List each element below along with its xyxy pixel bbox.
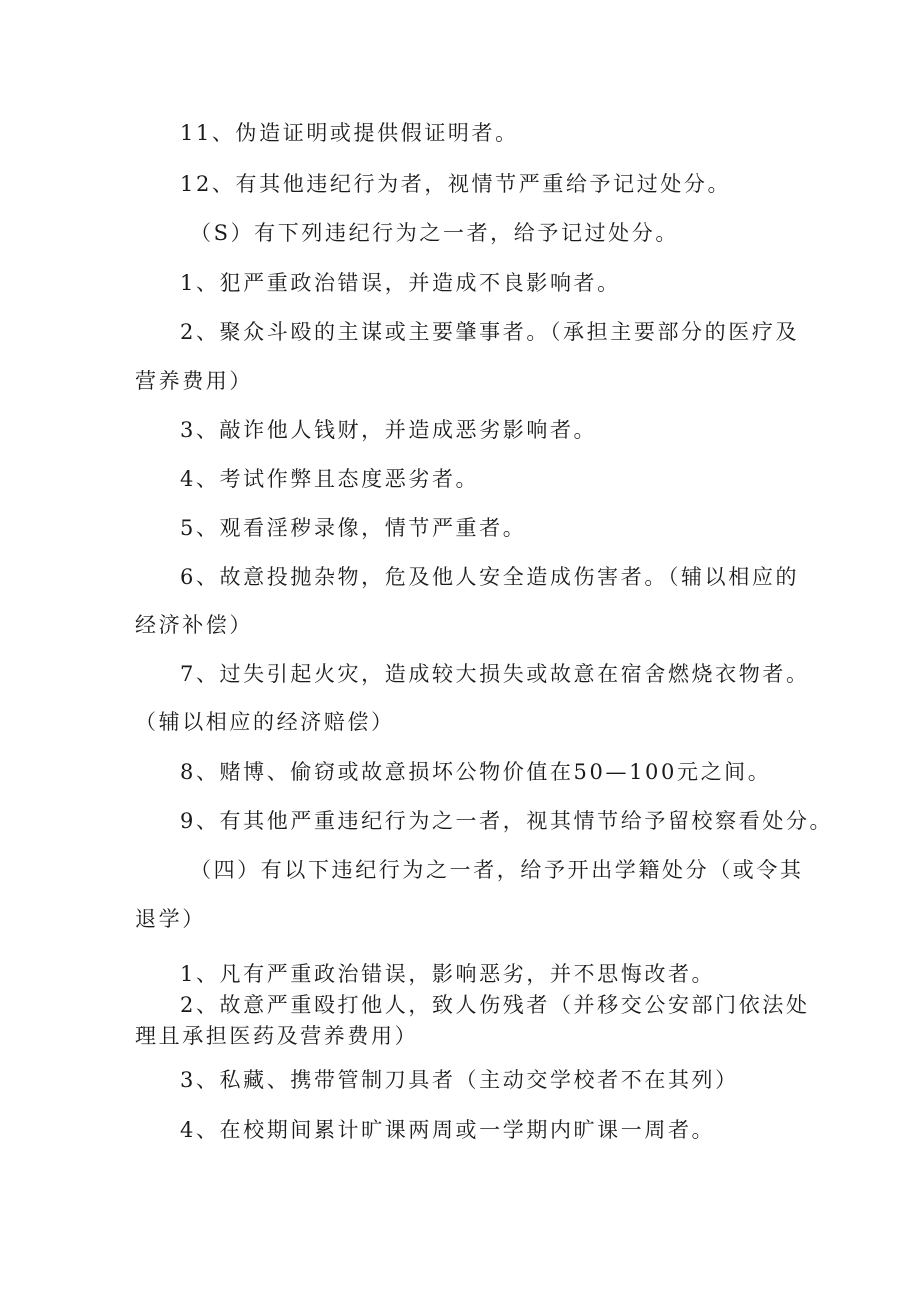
text-line: 3、私藏、携带管制刀具者（主动交学校者不在其列） (180, 1068, 739, 1092)
text-line: 3、敲诈他人钱财，并造成恶劣影响者。 (180, 418, 598, 442)
text-line: （辅以相应的经济赔偿） (135, 710, 395, 734)
section-heading: （四）有以下违纪行为之一者，给予开出学籍处分（或令其 (190, 858, 804, 882)
text-line: 2、故意严重殴打他人，致人伤残者（并移交公安部门依法处 (180, 993, 810, 1017)
text-line: 8、赌博、偷窃或故意损坏公物价值在50—100元之间。 (180, 760, 772, 784)
text-line: 12、有其他违纪行为者，视情节严重给予记过处分。 (180, 172, 732, 196)
text-line: 2、聚众斗殴的主谋或主要肇事者。（承担主要部分的医疗及 (180, 320, 800, 344)
section-heading: （S）有下列违纪行为之一者，给予记过处分。 (190, 221, 679, 245)
text-line: 退学） (135, 907, 206, 931)
text-line: 1、凡有严重政治错误，影响恶劣，并不思悔改者。 (180, 962, 716, 986)
text-line: 6、故意投抛杂物，危及他人安全造成伤害者。（辅以相应的 (180, 565, 800, 589)
text-line: 4、考试作弊且态度恶劣者。 (180, 467, 480, 491)
text-line: 4、在校期间累计旷课两周或一学期内旷课一周者。 (180, 1118, 716, 1142)
text-line: 7、过失引起火灾，造成较大损失或故意在宿舍燃烧衣物者。 (180, 662, 810, 686)
text-line: 营养费用） (135, 369, 253, 393)
text-line: 理且承担医药及营养费用） (135, 1024, 419, 1048)
text-line: 9、有其他严重违纪行为之一者，视其情节给予留校察看处分。 (180, 809, 834, 833)
text-line: 11、伪造证明或提供假证明者。 (180, 121, 519, 145)
text-line: 5、观看淫秽录像，情节严重者。 (180, 516, 527, 540)
text-line: 1、犯严重政治错误，并造成不良影响者。 (180, 271, 621, 295)
text-line: 经济补偿） (135, 613, 253, 637)
